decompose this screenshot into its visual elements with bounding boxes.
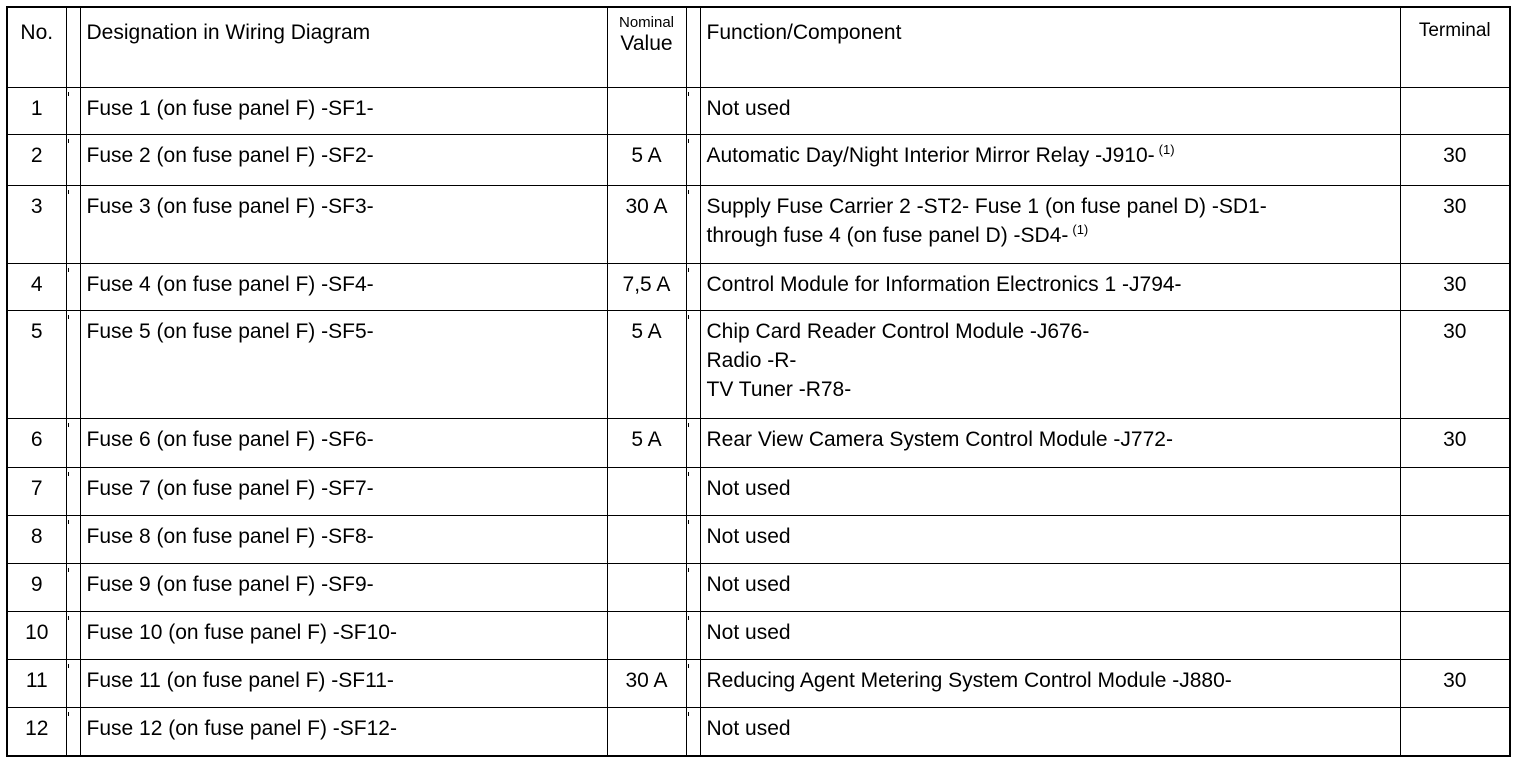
row-nominal-value: 30 A [607, 186, 686, 264]
row-spacer [686, 612, 700, 660]
header-no: No. [7, 7, 66, 88]
row-terminal [1400, 468, 1510, 516]
footnote-ref: (1) [1072, 222, 1089, 237]
row-number: 2 [7, 135, 66, 186]
row-terminal [1400, 612, 1510, 660]
row-spacer [686, 419, 700, 468]
function-line [707, 714, 1400, 743]
spacer-tick [68, 268, 69, 272]
row-terminal [1400, 88, 1510, 135]
row-number: 1 [7, 88, 66, 135]
row-terminal: 30 [1400, 186, 1510, 264]
row-spacer [686, 135, 700, 186]
row-spacer [686, 516, 700, 564]
header-nominal-value [607, 7, 686, 88]
row-spacer [686, 660, 700, 708]
function-line [707, 346, 1400, 375]
function-line [707, 570, 1400, 599]
spacer-tick [68, 616, 69, 620]
function-text: Radio -R- [706, 349, 797, 372]
table-row [7, 708, 1510, 757]
spacer-tick [68, 520, 69, 524]
row-function [700, 419, 1400, 468]
row-nominal-value: 5 A [607, 419, 686, 468]
table-row [7, 612, 1510, 660]
table-header-row [7, 7, 1510, 88]
table-body [7, 7, 1510, 756]
function-line [707, 425, 1400, 454]
row-spacer [66, 135, 80, 186]
table-row [7, 264, 1510, 311]
row-nominal-value [607, 708, 686, 757]
row-spacer [66, 419, 80, 468]
spacer-tick [688, 712, 689, 716]
row-designation: Fuse 6 (on fuse panel F) -SF6- [80, 419, 607, 468]
table-row [7, 135, 1510, 186]
row-function [700, 264, 1400, 311]
row-terminal [1400, 516, 1510, 564]
row-spacer [66, 708, 80, 757]
row-nominal-value: 5 A [607, 311, 686, 419]
row-terminal: 30 [1400, 264, 1510, 311]
function-line [707, 522, 1400, 551]
row-spacer [686, 311, 700, 419]
row-spacer [686, 468, 700, 516]
row-designation: Fuse 11 (on fuse panel F) -SF11- [80, 660, 607, 708]
header-designation: Designation in Wiring Diagram [80, 7, 607, 88]
spacer-tick [68, 92, 69, 96]
table-row [7, 564, 1510, 612]
function-text: Not used [706, 477, 791, 500]
function-line [707, 192, 1400, 221]
spacer-tick [68, 423, 69, 427]
row-terminal: 30 [1400, 660, 1510, 708]
row-terminal [1400, 564, 1510, 612]
table-row [7, 186, 1510, 264]
spacer-tick [688, 520, 689, 524]
table-row [7, 311, 1510, 419]
spacer-tick [68, 568, 69, 572]
function-text: TV Tuner -R78- [706, 378, 852, 401]
row-designation: Fuse 3 (on fuse panel F) -SF3- [80, 186, 607, 264]
row-spacer [66, 468, 80, 516]
function-line [707, 375, 1400, 404]
row-function [700, 612, 1400, 660]
spacer-tick [68, 139, 69, 143]
row-spacer [66, 516, 80, 564]
row-number: 11 [7, 660, 66, 708]
row-function [700, 564, 1400, 612]
table-row [7, 516, 1510, 564]
footnote-ref: (1) [1158, 142, 1175, 157]
function-line [707, 317, 1400, 346]
function-text: Automatic Day/Night Interior Mirror Relay -J910- [706, 144, 1155, 167]
row-designation: Fuse 1 (on fuse panel F) -SF1- [80, 88, 607, 135]
spacer-tick [688, 315, 689, 319]
row-spacer [686, 186, 700, 264]
spacer-tick [688, 472, 689, 476]
fuse-table [6, 6, 1511, 757]
row-function [700, 88, 1400, 135]
row-spacer [686, 88, 700, 135]
row-designation: Fuse 7 (on fuse panel F) -SF7- [80, 468, 607, 516]
row-designation: Fuse 8 (on fuse panel F) -SF8- [80, 516, 607, 564]
row-number: 9 [7, 564, 66, 612]
function-line [707, 270, 1400, 299]
row-nominal-value: 5 A [607, 135, 686, 186]
function-line [707, 666, 1400, 695]
spacer-tick [68, 315, 69, 319]
row-function [700, 135, 1400, 186]
row-number: 6 [7, 419, 66, 468]
header-terminal: Terminal [1400, 7, 1510, 88]
table-row [7, 660, 1510, 708]
row-terminal: 30 [1400, 311, 1510, 419]
table-row [7, 419, 1510, 468]
spacer-tick [688, 190, 689, 194]
row-nominal-value [607, 516, 686, 564]
row-terminal: 30 [1400, 419, 1510, 468]
row-spacer [66, 186, 80, 264]
row-spacer [686, 564, 700, 612]
row-designation: Fuse 9 (on fuse panel F) -SF9- [80, 564, 607, 612]
function-text: Supply Fuse Carrier 2 -ST2- Fuse 1 (on fuse panel D) -SD1- [706, 195, 1267, 218]
row-nominal-value [607, 564, 686, 612]
row-nominal-value [607, 88, 686, 135]
row-designation: Fuse 4 (on fuse panel F) -SF4- [80, 264, 607, 311]
row-function [700, 311, 1400, 419]
row-designation: Fuse 10 (on fuse panel F) -SF10- [80, 612, 607, 660]
row-number: 12 [7, 708, 66, 757]
header-spacer [686, 7, 700, 88]
function-text: Not used [706, 717, 791, 740]
spacer-tick [688, 664, 689, 668]
header-nominal-top: Nominal [618, 14, 675, 31]
row-spacer [66, 264, 80, 311]
row-number: 7 [7, 468, 66, 516]
row-nominal-value [607, 612, 686, 660]
header-function: Function/Component [700, 7, 1400, 88]
row-spacer [66, 311, 80, 419]
spacer-tick [688, 568, 689, 572]
row-designation: Fuse 5 (on fuse panel F) -SF5- [80, 311, 607, 419]
row-spacer [66, 612, 80, 660]
row-nominal-value [607, 468, 686, 516]
function-line [707, 141, 1400, 170]
row-nominal-value: 7,5 A [607, 264, 686, 311]
row-number: 10 [7, 612, 66, 660]
row-spacer [66, 660, 80, 708]
spacer-tick [68, 712, 69, 716]
header-nominal-bottom: Value [620, 32, 673, 55]
function-text: Chip Card Reader Control Module -J676- [706, 320, 1090, 343]
function-text: Not used [706, 97, 791, 120]
function-line [707, 618, 1400, 647]
spacer-tick [68, 190, 69, 194]
row-function [700, 516, 1400, 564]
row-function [700, 708, 1400, 757]
function-text: Reducing Agent Metering System Control Module -J880- [706, 669, 1232, 692]
function-line [707, 94, 1400, 123]
spacer-tick [688, 423, 689, 427]
function-text: Not used [706, 525, 791, 548]
spacer-tick [68, 472, 69, 476]
function-text: Not used [706, 573, 791, 596]
table-row [7, 468, 1510, 516]
row-designation: Fuse 2 (on fuse panel F) -SF2- [80, 135, 607, 186]
row-spacer [66, 88, 80, 135]
header-spacer [66, 7, 80, 88]
row-spacer [686, 264, 700, 311]
spacer-tick [688, 92, 689, 96]
row-function [700, 660, 1400, 708]
function-text: Control Module for Information Electronics 1 -J794- [706, 273, 1182, 296]
row-terminal [1400, 708, 1510, 757]
row-number: 4 [7, 264, 66, 311]
function-text: Rear View Camera System Control Module -J772- [706, 428, 1173, 451]
table-row [7, 88, 1510, 135]
spacer-tick [68, 664, 69, 668]
function-line [707, 221, 1400, 250]
row-function [700, 468, 1400, 516]
function-text: through fuse 4 (on fuse panel D) -SD4- [706, 224, 1069, 247]
row-terminal: 30 [1400, 135, 1510, 186]
row-function [700, 186, 1400, 264]
function-text: Not used [706, 621, 791, 644]
row-number: 5 [7, 311, 66, 419]
row-spacer [66, 564, 80, 612]
row-nominal-value: 30 A [607, 660, 686, 708]
spacer-tick [688, 139, 689, 143]
spacer-tick [688, 268, 689, 272]
row-spacer [686, 708, 700, 757]
row-number: 3 [7, 186, 66, 264]
spacer-tick [688, 616, 689, 620]
row-number: 8 [7, 516, 66, 564]
function-line [707, 474, 1400, 503]
row-designation: Fuse 12 (on fuse panel F) -SF12- [80, 708, 607, 757]
